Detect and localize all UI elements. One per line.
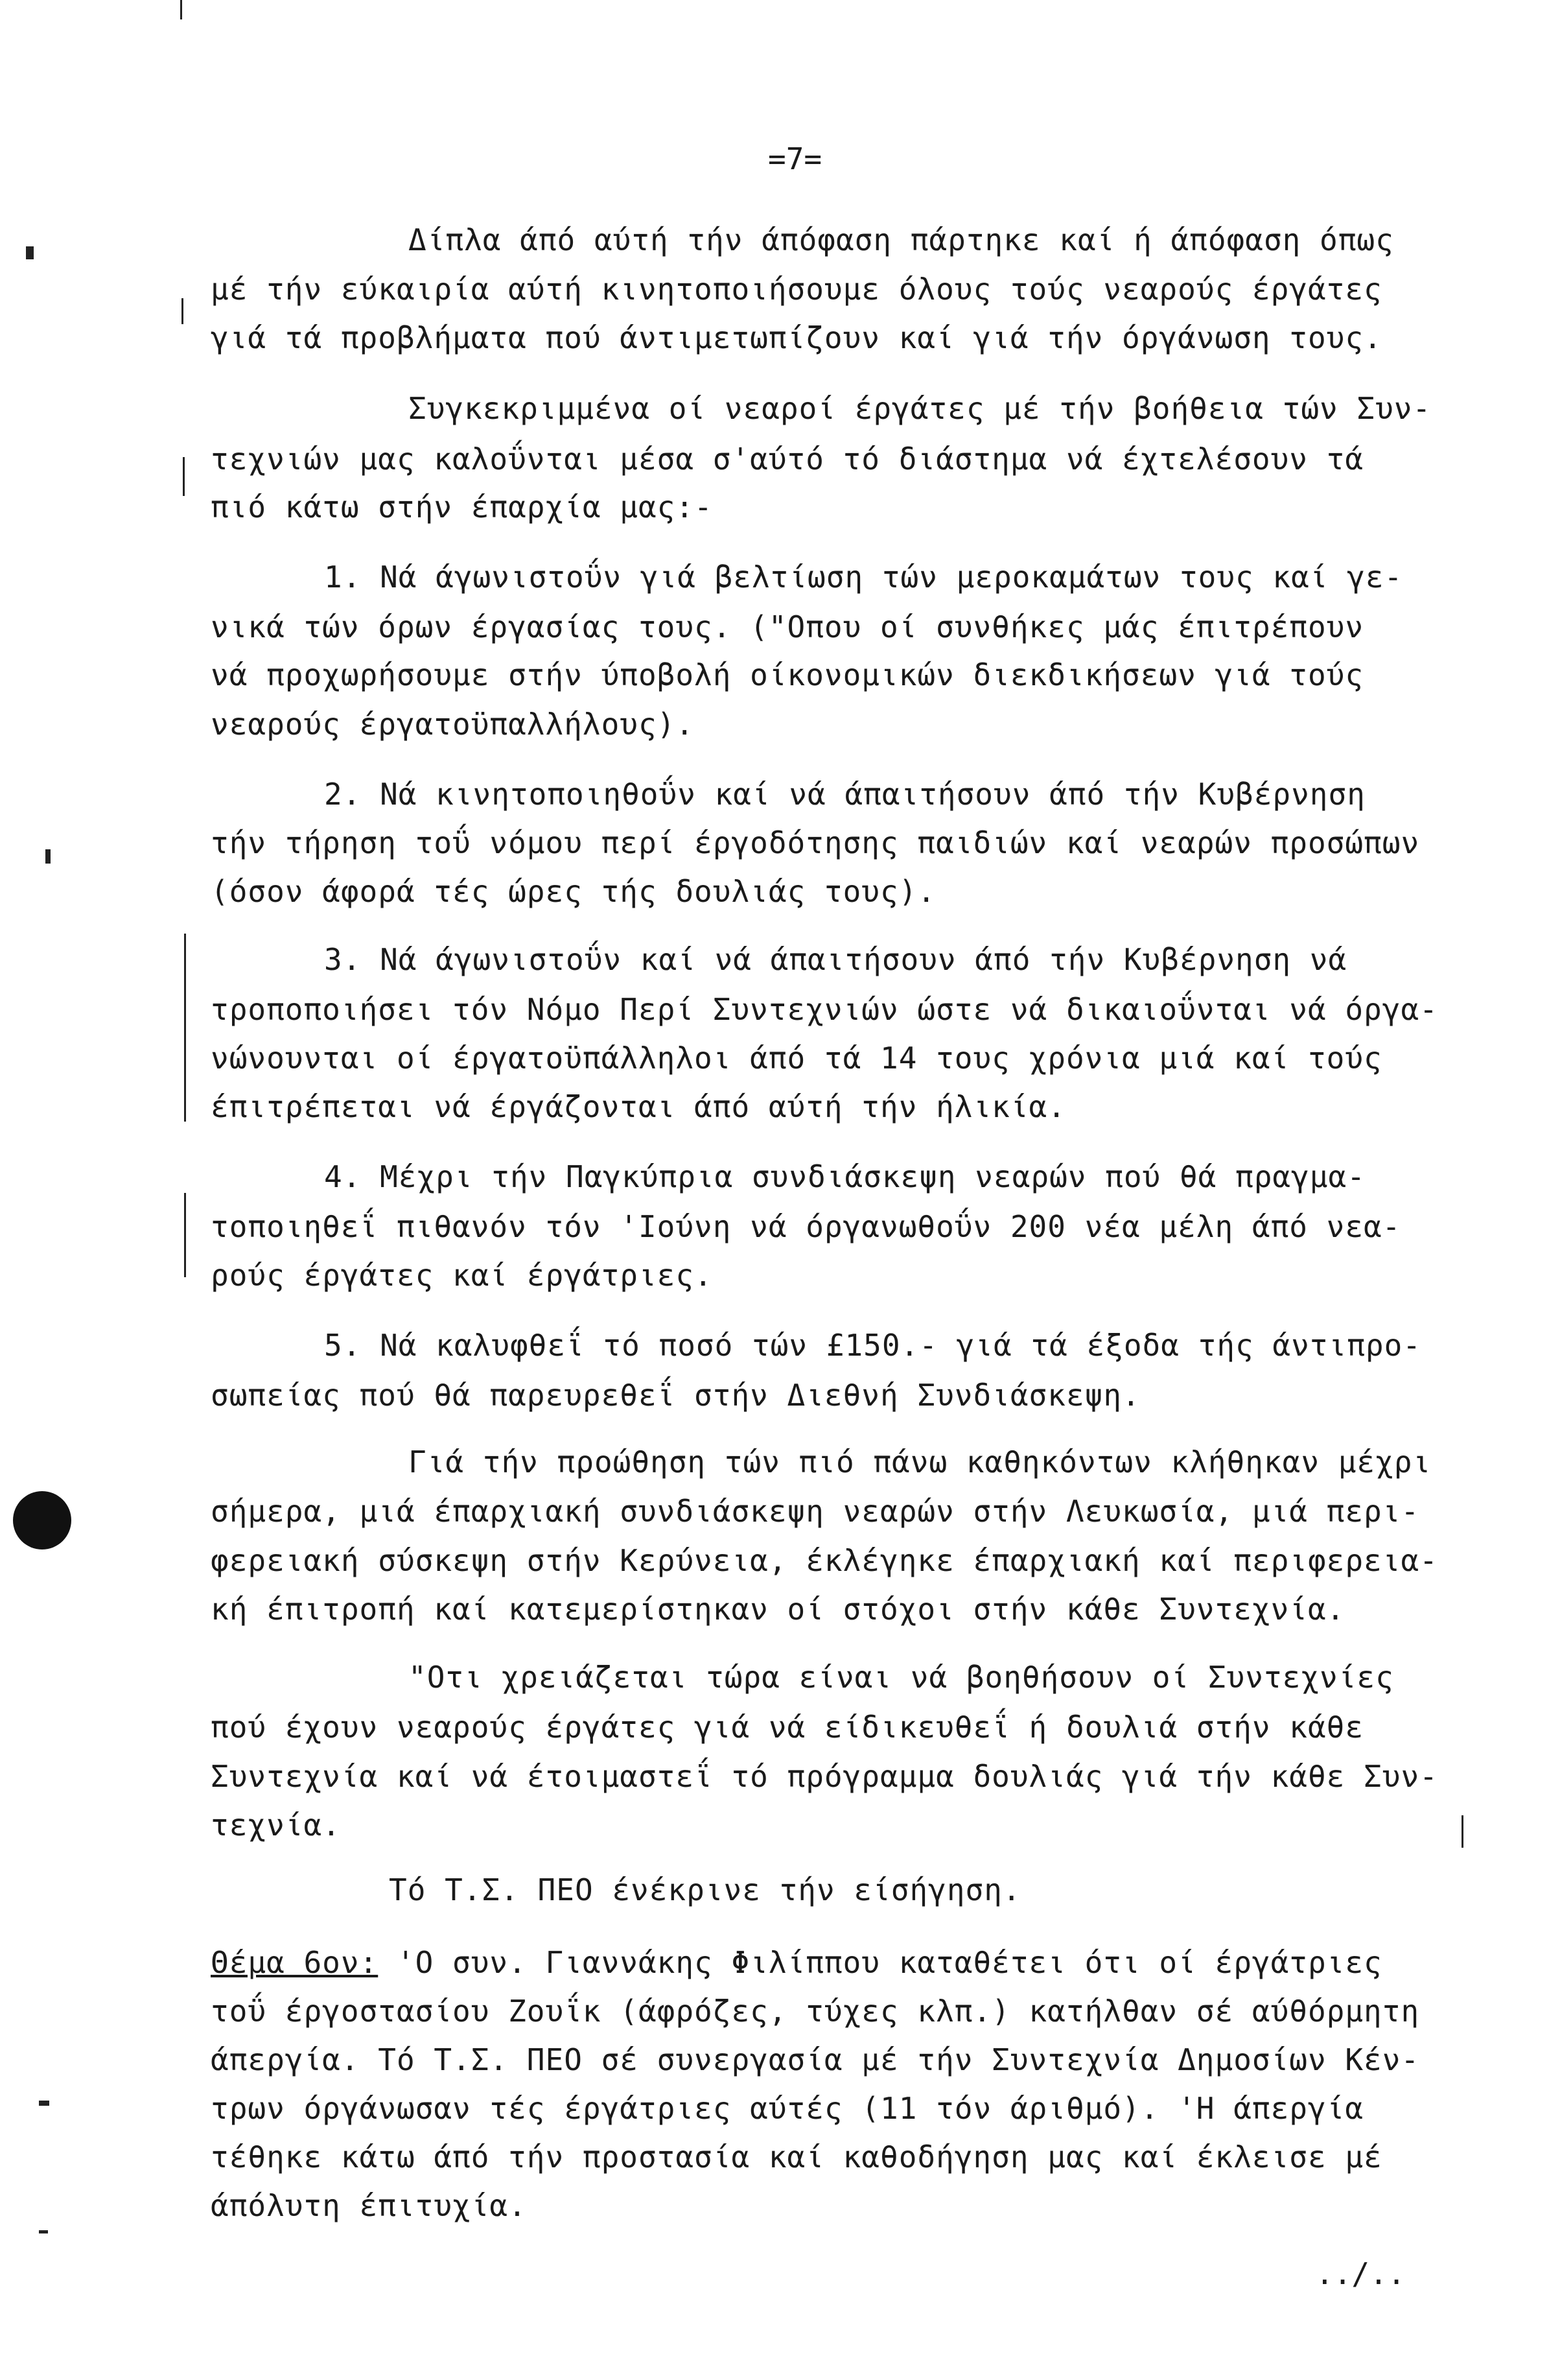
text-line: Δίπλα άπό αύτή τήν άπόφαση πάρτηκε καί ή άπόφαση όπως: [408, 222, 1394, 257]
text-line: άπόλυτη έπιτυχία.: [211, 2188, 527, 2223]
scan-mark: [39, 2230, 48, 2233]
punch-hole: [13, 1491, 71, 1549]
section-heading: Θέμα 6ον:: [211, 1945, 379, 1980]
text-line: Συγκεκριμμένα οί νεαροί έργάτες μέ τήν βοήθεια τών Συν-: [408, 391, 1432, 426]
text-line: [211, 1943, 1382, 1982]
text-line: έπιτρέπεται νά έργάζονται άπό αύτή τήν ήλικία.: [211, 1089, 1066, 1124]
text-line: τοποιηθεΐ πιθανόν τόν 'Ιούνη νά όργανωθοΰν 200 νέα μέλη άπό νεα-: [211, 1209, 1401, 1244]
text-line: "Οτι χρειάζεται τώρα είναι νά βοηθήσουν οί Συντεχνίες: [408, 1660, 1394, 1695]
text-line: τήν τήρηση τοΰ νόμου περί έργοδότησης παιδιών καί νεαρών προσώπων: [211, 825, 1420, 860]
text-line: νεαρούς έργατοϋπαλλήλους).: [211, 707, 695, 742]
text-line: πού έχουν νεαρούς έργάτες γιά νά είδικευθεΐ ή δουλιά στήν κάθε: [211, 1710, 1364, 1745]
continuation-mark: ../..: [1316, 2256, 1406, 2291]
scan-mark: [45, 849, 51, 864]
text-line: νά προχωρήσουμε στήν ύποβολή οίκονομικών διεκδικήσεων γιά τούς: [211, 657, 1364, 692]
scan-mark: [1462, 1815, 1463, 1848]
text-line: (όσον άφορά τές ώρες τής δουλιάς τους).: [211, 874, 937, 909]
scan-mark: [184, 934, 186, 1122]
text-line: κή έπιτροπή καί κατεμερίστηκαν οί στόχοι στήν κάθε Συντεχνία.: [211, 1592, 1345, 1627]
text-line: 5. Νά καλυφθεΐ τό ποσό τών £150.- γιά τά έξοδα τής άντιπρο-: [324, 1328, 1421, 1363]
scan-mark: [39, 2101, 49, 2106]
text-line: τεχνιών μας καλοΰνται μέσα σ'αύτό τό διάστημα νά έχτελέσουν τά: [211, 442, 1364, 477]
text-line: νικά τών όρων έργασίας τους. ("Οπου οί συνθήκες μάς έπιτρέπουν: [211, 609, 1364, 644]
text-line: 3. Νά άγωνιστοΰν καί νά άπαιτήσουν άπό τήν Κυβέρνηση νά: [324, 942, 1347, 977]
text-line: τρων όργάνωσαν τές έργάτριες αύτές (11 τόν άριθμό). 'Η άπεργία: [211, 2091, 1364, 2126]
text-line: τεχνία.: [211, 1808, 341, 1843]
text-line: 2. Νά κινητοποιηθοΰν καί νά άπαιτήσουν άπό τήν Κυβέρνηση: [324, 777, 1366, 812]
text-line: ρούς έργάτες καί έργάτριες.: [211, 1258, 713, 1293]
scan-mark: [26, 246, 34, 259]
scan-mark: [180, 0, 182, 19]
page-number: =7=: [768, 141, 822, 176]
text-line: Συντεχνία καί νά έτοιμαστεΐ τό πρόγραμμα δουλιάς γιά τήν κάθε Συν-: [211, 1759, 1438, 1794]
text-line: πιό κάτω στήν έπαρχία μας:-: [211, 489, 713, 524]
text-line: τέθηκε κάτω άπό τήν προστασία καί καθοδήγηση μας καί έκλεισε μέ: [211, 2139, 1382, 2174]
scan-mark: [183, 457, 185, 496]
text-line: σωπείας πού θά παρευρεθεΐ στήν Διεθνή Συνδιάσκεψη.: [211, 1378, 1141, 1413]
text-line: άπεργία. Τό Τ.Σ. ΠΕΟ σέ συνεργασία μέ τήν Συντεχνία Δημοσίων Κέν-: [211, 2042, 1420, 2077]
text-line: 4. Μέχρι τήν Παγκύπρια συνδιάσκεψη νεαρών πού θά πραγμα-: [324, 1159, 1366, 1194]
text-line-continuation: 'Ο συν. Γιαννάκης Φιλίππου καταθέτει ότι οί έργάτριες: [378, 1945, 1382, 1980]
scan-mark: [181, 298, 183, 324]
text-line: 1. Νά άγωνιστοΰν γιά βελτίωση τών μεροκαμάτων τους καί γε-: [324, 560, 1403, 595]
text-line: Τό Τ.Σ. ΠΕΟ ένέκρινε τήν είσήγηση.: [389, 1872, 1021, 1907]
text-line: Γιά τήν προώθηση τών πιό πάνω καθηκόντων κλήθηκαν μέχρι: [408, 1444, 1432, 1479]
text-line: σήμερα, μιά έπαρχιακή συνδιάσκεψη νεαρών στήν Λευκωσία, μιά περι-: [211, 1494, 1420, 1529]
text-line: νώνουνται οί έργατοϋπάλληλοι άπό τά 14 τους χρόνια μιά καί τούς: [211, 1041, 1382, 1076]
text-line: γιά τά προβλήματα πού άντιμετωπίζουν καί γιά τήν όργάνωση τους.: [211, 320, 1382, 355]
text-line: τοΰ έργοστασίου Ζουΐκ (άφρόζες, τύχες κλπ.) κατήλθαν σέ αύθόρμητη: [211, 1994, 1420, 2029]
text-line: τροποποιήσει τόν Νόμο Περί Συντεχνιών ώστε νά δικαιοΰνται νά όργα-: [211, 992, 1438, 1027]
text-line: μέ τήν εύκαιρία αύτή κινητοποιήσουμε όλους τούς νεαρούς έργάτες: [211, 272, 1382, 307]
text-line: φερειακή σύσκεψη στήν Κερύνεια, έκλέγηκε έπαρχιακή καί περιφερεια-: [211, 1543, 1438, 1578]
scan-mark: [184, 1193, 186, 1277]
